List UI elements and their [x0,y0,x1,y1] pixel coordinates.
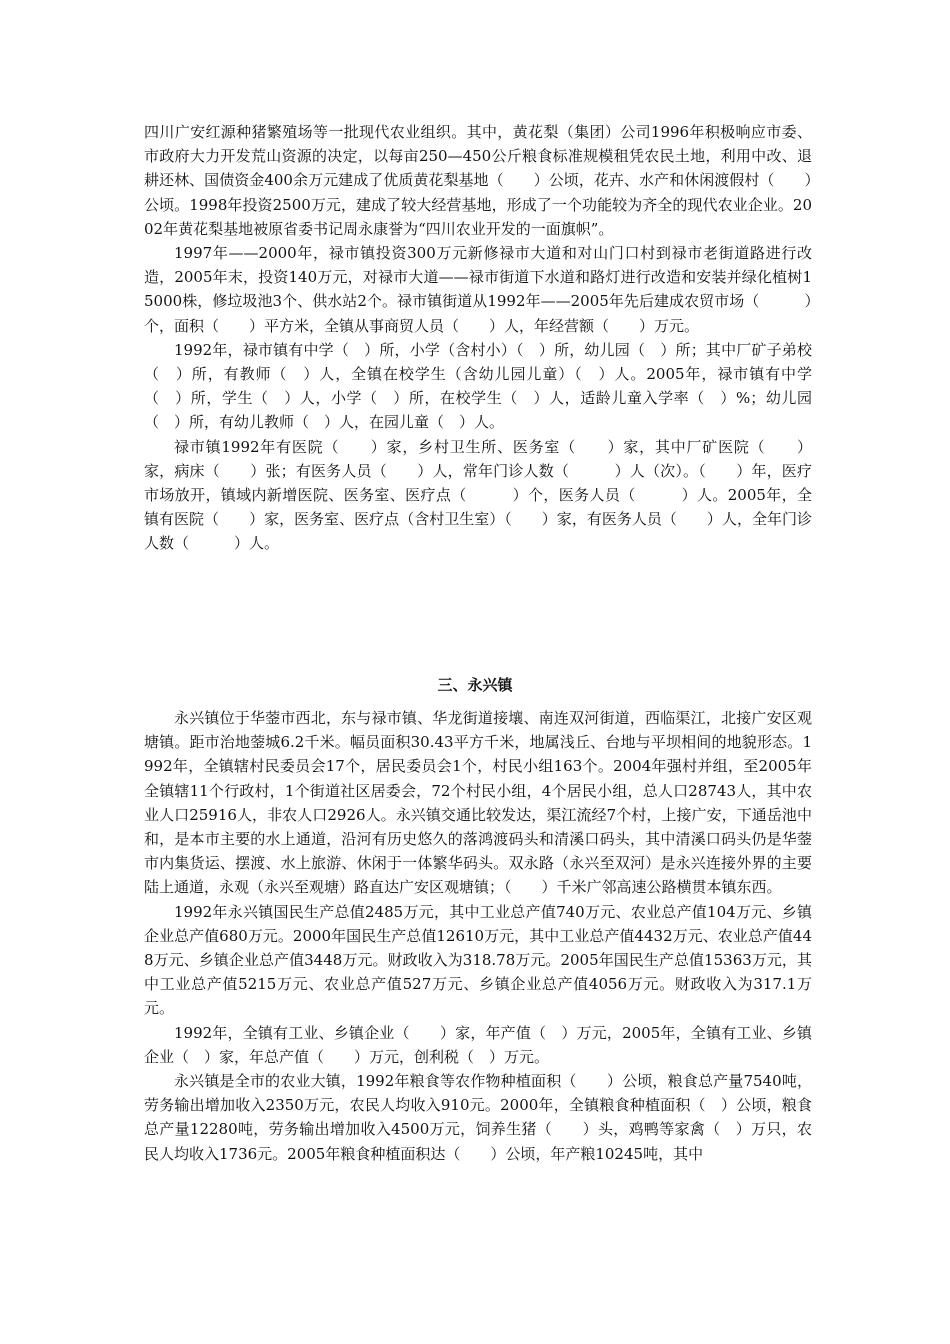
paragraph-lushi-construction: 1997年——2000年，禄市镇投资300万元新修禄市大道和对山门口村到禄市老街道路进行改造，2005年末，投资140万元，对禄市大道——禄市街道下水道和路灯进行改造和安装并绿化植树15000株，修垃圾池3个、供水站2个。禄市镇街道从1992年——2005年先后建成农贸市场（ ）个，面积（ ）平方米，全镇从事商贸人员（ ）人，年经营额（ ）万元。 [144,244,812,335]
paragraph-lushi-education: 1992年，禄市镇有中学（ ）所，小学（含村小）（ ）所，幼儿园（ ）所；其中厂矿子弟校（ ）所，有教师（ ）人，全镇在校学生（含幼儿园儿童）（ ）人。2005年，禄市镇有中学（ ）所，学生（ ）人，小学（ ）所，在校学生（ ）人，适龄儿童入学率（ ）%；幼儿园（ ）所，有幼儿教师（ ）人，在园儿童（ ）人。 [144,340,812,432]
paragraph-huanghuali: 四川广安红源种猪繁殖场等一批现代农业组织。其中，黄花梨（集团）公司1996年积极响应市委、市政府大力开发荒山资源的决定，以每亩250—450公斤粮食标准规模租凭农民土地，利用中改、退耕还林、国债资金400余万元建成了优质黄花梨基地（ ）公顷，花卉、水产和休闲渡假村（ ）公顷。1998年投资2500万元，建成了较大经营基地，形成了一个功能较为齐全的现代农业企业。2002年黄花梨基地被原省委书记周永康誉为“四川农业开发的一面旗帜”。 [144,123,812,238]
lower-text-block [144,706,812,1166]
paragraph-yongxing-overview: 永兴镇位于华蓥市西北，东与禄市镇、华龙街道接壤、南连双河街道，西临渠江，北接广安区观塘镇。距市治地蓥城6.2千米。幅员面积30.43平方千米，地属浅丘、台地与平坝相间的地貌形态。1992年，全镇辖村民委员会17个，居民委员会1个，村民小组163个。2004年强村并组，至2005年全镇辖11个行政村，1个街道社区居委会，72个村民小组，4个居民小组，总人口28743人，其中农业人口25916人，非农人口2926人。永兴镇交通比较发达，渠江流经7个村，上接广安，下通岳池中和，是本市主要的水上通道，沿河有历史悠久的落鸿渡码头和清溪口码头，其中清溪口码头仍是华蓥市内集货运、摆渡、水上旅游、休闲于一体繁华码头。双永路（永兴至双河）是永兴连接外界的主要陆上通道，永观（永兴至观塘）路直达广安区观塘镇；（ ）千米广邻高速公路横贯本镇东西。 [144,709,812,897]
paragraph-lushi-medical: 禄市镇1992年有医院（ ）家，乡村卫生所、医务室（ ）家，其中厂矿医院（ ）家，病床（ ）张；有医务人员（ ）人，常年门诊人数（ ）人（次）。（ ）年，医疗市场放开，镇域内新增医院、医务室、医疗点（ ）个，医务人员（ ）人。2005年，全镇有医院（ ）家，医务室、医疗点（含村卫生室）（ ）家，有医务人员（ ）人，全年门诊人数（ ）人。 [144,437,812,553]
section-heading: 三、永兴镇 [437,676,513,694]
upper-text-block [144,120,812,556]
paragraph-yongxing-economy: 1992年永兴镇国民生产总值2485万元，其中工业总产值740万元、农业总产值104万元、乡镇企业总产值680万元。2000年国民生产总值12610万元，其中工业总产值4432万元、农业总产值448万元、乡镇企业总产值3448万元。财政收入为318.78万元。2005年国民生产总值15363万元，其中工业总产值5215万元、农业总产值527万元、乡镇企业总产值4056万元。财政收入为317.1万元。 [144,902,812,1018]
paragraph-yongxing-agriculture: 永兴镇是全市的农业大镇，1992年粮食等农作物种植面积（ ）公顷，粮食总产量7540吨，劳务输出增加收入2350万元，农民人均收入910元。2000年，全镇粮食种植面积（ ）公顷，粮食总产量12280吨，劳务输出增加收入4500万元，饲养生猪（ ）头，鸡鸭等家禽（ ）万只，农民人均收入1736元。2005年粮食种植面积达（ ）公顷，年产粮10245吨，其中 [144,1072,812,1163]
paragraph-yongxing-enterprises: 1992年，全镇有工业、乡镇企业（ ）家，年产值（ ）万元，2005年，全镇有工业、乡镇企业（ ）家，年总产值（ ）万元，创利税（ ）万元。 [144,1023,812,1066]
